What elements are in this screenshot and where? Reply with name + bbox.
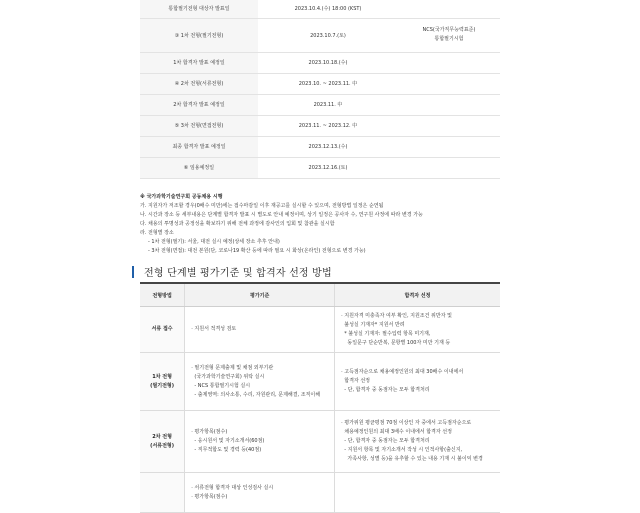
- criteria-selection-line: 합격자 선정: [341, 378, 370, 384]
- criteria-standard-line: · 평가항목(점수): [191, 493, 228, 500]
- criteria-standard: [185, 307, 335, 353]
- criteria-selection-line: - 단, 합격자 중 동점자는 모두 합격처리: [341, 387, 430, 393]
- criteria-selection-line: 동일문구 단순반복, 문항별 100자 미만 기재 등: [341, 339, 451, 346]
- notes-title: ※ 국가과학기술연구회 공동채용 시행: [140, 194, 223, 200]
- note-item: 나. 시간과 장소 등 세부내용은 단계별 합격자 발표 시 별도로 안내 예정이며, 상기 일정은 공사자 수, 연구원 사정에 따라 변경 가능: [140, 212, 423, 218]
- criteria-selection-line: - 단, 합격자 중 동점자는 모두 합격처리: [341, 438, 430, 444]
- criteria-row: [140, 307, 500, 353]
- criteria-selection-line: * 불성실 기재자: 필수입력 항목 미기재,: [341, 330, 431, 337]
- criteria-selection: [335, 353, 500, 411]
- criteria-stage-line: 2차 전형: [152, 433, 172, 440]
- criteria-selection-line: · 평가위원 평균평점 70점 이상인 자 중에서 고득점자순으로: [341, 420, 472, 426]
- section-title: 전형 단계별 평가기준 및 합격자 선정 방법: [144, 268, 332, 279]
- schedule-note: NCS(국가직무능력표준) 통합필기시험: [398, 18, 500, 52]
- criteria-standard-line: · 지원서 적격성 검토: [191, 326, 237, 332]
- schedule-date: 2023.10. ~ 2023.11. 中: [258, 73, 398, 94]
- criteria-selection: [335, 473, 500, 513]
- schedule-row: [140, 136, 500, 157]
- criteria-stage-line: 서류 접수: [151, 326, 173, 332]
- schedule-stage: ④ 2차 전형(서류전형): [140, 73, 258, 94]
- criteria-selection-line: 가족사항, 성별 등)을 유추할 수 있는 내용 기재 시 불이익 변경: [341, 456, 483, 462]
- schedule-note: [398, 52, 500, 73]
- schedule-date: 2023.10.4.(수) 18:00 (KST): [258, 0, 398, 18]
- header-standard: 평가기준: [185, 283, 335, 307]
- note-item: 라. 전형별 장소: [140, 230, 174, 236]
- note-item: 가. 지원자가 저조할 경우(0배수 미만)에는 접수마감일 이후 재공고를 실시할 수 있으며, 전형방법 일정은 순연됨: [140, 203, 384, 209]
- schedule-stage: ③ 1차 전형(필기전형): [140, 18, 258, 52]
- criteria-table: [140, 282, 500, 513]
- criteria-stage: [140, 307, 185, 353]
- header-selection: 합격자 선정: [335, 283, 500, 307]
- criteria-stage-line: 1차 전형: [152, 373, 172, 380]
- note-sub-item: - 1차 전형(필기): 서울, 대전 실시 예정(상세 장소 추후 안내): [148, 239, 280, 245]
- schedule-notes: [140, 193, 500, 256]
- criteria-stage: [140, 473, 185, 513]
- criteria-selection-line: · 고득점자순으로 채용예정인원의 최대 30배수 이내에서: [341, 369, 464, 375]
- schedule-row: [140, 18, 500, 52]
- schedule-stage: 통합필기전형 대상자 발표일: [140, 0, 258, 18]
- schedule-date: 2023.12.13.(수): [258, 136, 398, 157]
- heading-accent-bar: [132, 266, 134, 278]
- note-item: 다. 채용의 투명성과 공정성을 확보하기 위해 전체 과정에 감사인의 입회 및 참관을 실시함: [140, 221, 335, 227]
- schedule-date: 2023.10.18.(수): [258, 52, 398, 73]
- criteria-selection-line: 불성실 기재자* 지원서 반려: [341, 321, 405, 328]
- schedule-row: [140, 157, 500, 178]
- criteria-standard-line: · 평가항목(점수): [191, 429, 228, 435]
- criteria-standard: [185, 411, 335, 473]
- schedule-stage: 1차 합격자 발표 예정일: [140, 52, 258, 73]
- criteria-standard-line: (국가과학기술연구회) 위탁 실시: [191, 373, 265, 380]
- schedule-note: [398, 157, 500, 178]
- schedule-note: [398, 115, 500, 136]
- criteria-selection: [335, 411, 500, 473]
- criteria-selection-line: - 지원서 항목 및 자기소개서 작성 시 인적사항(출신지,: [341, 447, 463, 453]
- schedule-row: [140, 73, 500, 94]
- schedule-note: [398, 73, 500, 94]
- criteria-row: [140, 353, 500, 411]
- criteria-stage-line: (필기전형): [150, 382, 175, 389]
- schedule-stage: ⑥ 임용예정일: [140, 157, 258, 178]
- criteria-standard-line: - 응시원서 및 자기소개서(60점): [191, 438, 265, 444]
- criteria-row: [140, 411, 500, 473]
- note-sub-item: - 3차 전형(면접): 대전 본원(단, 코로나19 확산 등에 따라 필요 시 화상(온라인) 전형으로 변경 가능): [148, 248, 366, 254]
- header-stage: 전형방법: [140, 283, 185, 307]
- criteria-standard-line: - NCS 통합필기시험 실시: [191, 382, 251, 389]
- criteria-standard-line: - 출제영역: 의사소통, 수리, 자원관리, 문제해결, 조직이해: [191, 391, 321, 398]
- schedule-row: [140, 0, 500, 18]
- criteria-standard-line: · 서류전형 합격자 대상 인성검사 실시: [191, 484, 274, 491]
- criteria-stage-line: (서류전형): [150, 442, 175, 449]
- schedule-table: [140, 0, 500, 179]
- schedule-stage: 2차 합격자 발표 예정일: [140, 94, 258, 115]
- schedule-date: 2023.12.16.(토): [258, 157, 398, 178]
- schedule-note: [398, 0, 500, 18]
- criteria-stage: [140, 353, 185, 411]
- schedule-stage: ⑤ 3차 전형(면접전형): [140, 115, 258, 136]
- schedule-stage: 최종 합격자 발표 예정일: [140, 136, 258, 157]
- schedule-row: [140, 115, 500, 136]
- criteria-selection: [335, 307, 500, 353]
- criteria-standard-line: - 직무적합도 및 경력 등(40점): [191, 447, 262, 453]
- criteria-selection-line: 채용예정인원의 최대 3배수 이내에서 합격자 선정: [341, 429, 452, 435]
- criteria-standard-line: · 필기전형 문제출제 및 채점 외부기관: [191, 364, 274, 371]
- schedule-note: [398, 94, 500, 115]
- schedule-date: 2023.11. ~ 2023.12. 中: [258, 115, 398, 136]
- criteria-standard: [185, 473, 335, 513]
- criteria-row: [140, 473, 500, 513]
- criteria-standard: [185, 353, 335, 411]
- schedule-date: 2023.11. 中: [258, 94, 398, 115]
- criteria-stage: [140, 411, 185, 473]
- schedule-note: [398, 136, 500, 157]
- schedule-row: [140, 94, 500, 115]
- schedule-date: 2023.10.7.(토): [258, 18, 398, 52]
- schedule-row: [140, 52, 500, 73]
- section-heading: [132, 264, 332, 279]
- criteria-selection-line: · 지원자격 미충족자 여부 확인, 지원조건 위반자 및: [341, 312, 452, 319]
